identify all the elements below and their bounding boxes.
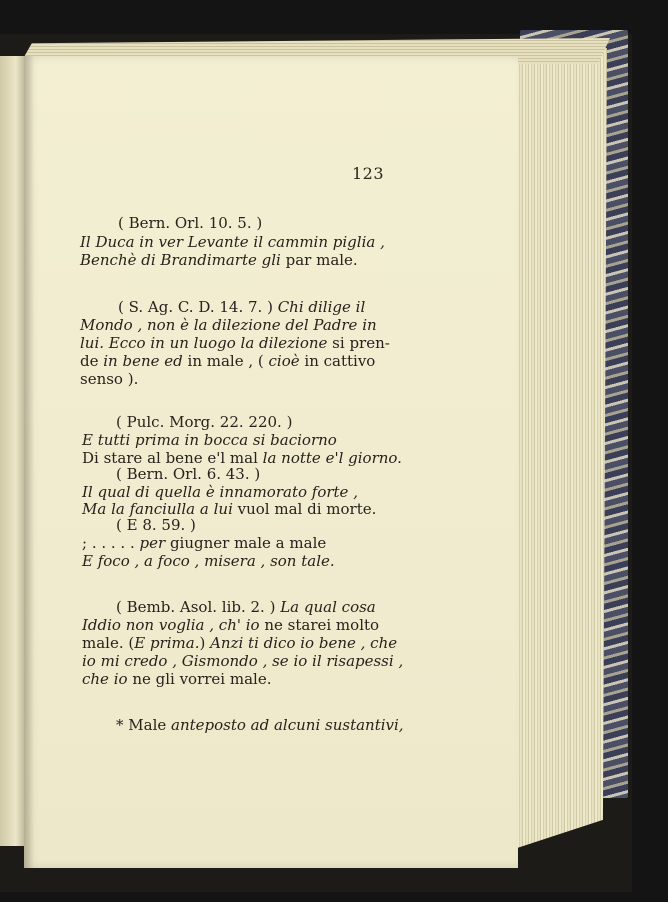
text-line bbox=[82, 552, 335, 570]
text-line bbox=[116, 598, 376, 616]
text-segment: lui. Ecco in un luogo la dilezione bbox=[80, 334, 328, 352]
text-line bbox=[80, 316, 377, 334]
text-segment: che io bbox=[82, 670, 128, 688]
text-segment: par male. bbox=[280, 251, 358, 269]
text-segment: La qual cosa bbox=[280, 598, 376, 616]
text-segment: Anzi ti dico io bene , che bbox=[210, 634, 398, 652]
text-line bbox=[80, 352, 375, 370]
text-segment: Il Duca in ver Levante il cammin piglia , bbox=[80, 233, 385, 251]
footer-line bbox=[116, 716, 404, 734]
text-segment: cioè bbox=[268, 352, 300, 370]
text-segment: Di stare al bene e'l mal bbox=[82, 449, 263, 467]
text-segment: ) bbox=[199, 634, 211, 652]
text-segment: de bbox=[80, 352, 104, 370]
text-line bbox=[116, 413, 292, 431]
text-line bbox=[80, 251, 358, 269]
text-segment: Il qual di quella è innamorato forte , bbox=[82, 483, 358, 501]
text-segment: senso ). bbox=[80, 370, 139, 388]
text-line bbox=[82, 670, 271, 688]
page-number: 123 bbox=[352, 164, 385, 183]
text-segment: ; . . . . . bbox=[82, 534, 140, 552]
text-segment: ( Bemb. Asol. lib. 2. ) bbox=[116, 598, 281, 616]
text-segment: in male , ( bbox=[182, 352, 269, 370]
text-segment: E foco , a foco , misera , son tale. bbox=[82, 552, 335, 570]
text-segment: ( Bern. Orl. 6. 43. ) bbox=[116, 465, 261, 483]
text-segment: male. ( bbox=[82, 634, 135, 652]
text-segment: Chi dilige il bbox=[277, 298, 366, 316]
text-segment: ne starei molto bbox=[259, 616, 380, 634]
text-segment: ( S. Ag. C. D. 14. 7. ) bbox=[118, 298, 278, 316]
text-segment: E tutti prima in bocca si baciorno bbox=[82, 431, 337, 449]
text-line bbox=[116, 516, 196, 534]
text-line bbox=[116, 465, 260, 483]
text-segment: Iddio non voglia , ch' io bbox=[82, 616, 260, 634]
text-segment: per bbox=[139, 534, 166, 552]
text-line bbox=[80, 233, 385, 251]
text-line bbox=[82, 634, 397, 652]
text-line bbox=[82, 483, 358, 501]
text-segment: vuol mal di morte. bbox=[232, 500, 377, 518]
text-line bbox=[82, 431, 337, 449]
text-segment: ( Bern. Orl. 10. 5. ) bbox=[118, 214, 263, 232]
text-segment: in cattivo bbox=[299, 352, 376, 370]
page-gutter bbox=[24, 56, 34, 868]
text-line bbox=[82, 534, 326, 552]
text-segment: anteposto ad alcuni sustantivi, bbox=[171, 716, 404, 734]
text-segment: si pren- bbox=[327, 334, 390, 352]
text-segment: ( E 8. 59. ) bbox=[116, 516, 196, 534]
text-line bbox=[82, 652, 403, 670]
text-segment: in bene ed bbox=[103, 352, 183, 370]
text-line bbox=[118, 214, 262, 232]
page-edges bbox=[505, 48, 607, 852]
left-page-edge bbox=[0, 56, 26, 846]
text-line bbox=[118, 298, 365, 316]
text-segment: la notte e'l giorno. bbox=[262, 449, 402, 467]
text-line bbox=[82, 616, 379, 634]
text-segment: Benchè di Brandimarte gli bbox=[80, 251, 281, 269]
text-segment: Mondo , non è la dilezione del Padre in bbox=[80, 316, 377, 334]
text-segment: io mi credo , Gismondo , se io il risapessi , bbox=[82, 652, 404, 670]
text-segment: Ma la fanciulla a lui bbox=[82, 500, 233, 518]
text-segment: ne gli vorrei male. bbox=[127, 670, 272, 688]
text-segment: * Male bbox=[116, 716, 172, 734]
text-line bbox=[80, 334, 390, 352]
text-line bbox=[80, 370, 138, 388]
text-segment: E prima. bbox=[134, 634, 200, 652]
text-segment: giugner male a male bbox=[165, 534, 327, 552]
text-segment: ( Pulc. Morg. 22. 220. ) bbox=[116, 413, 293, 431]
